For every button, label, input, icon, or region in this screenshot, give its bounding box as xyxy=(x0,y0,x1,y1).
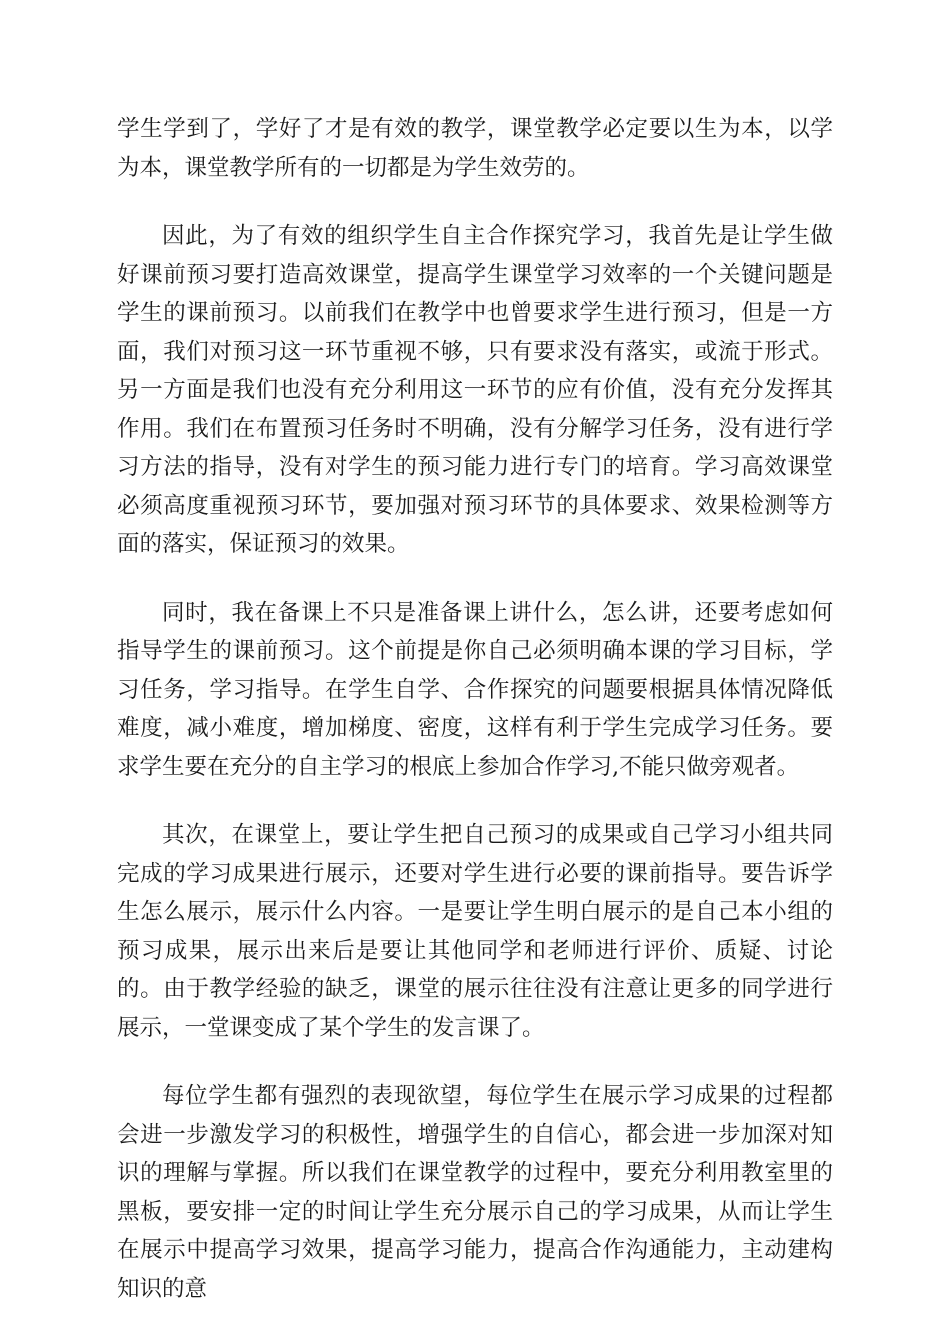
document-body xyxy=(117,110,833,1338)
paragraph: 其次，在课堂上，要让学生把自己预习的成果或自己学习小组共同完成的学习成果进行展示，还要对学生进行必要的课前指导。要告诉学生怎么展示，展示什么内容。一是要让学生明白展示的是自己本小组的预习成果，展示出来后是要让其他同学和老师进行评价、质疑、讨论的。由于教学经验的缺乏，课堂的展示往往没有注意让更多的同学进行展示，一堂课变成了某个学生的发言课了。 xyxy=(117,822,833,1041)
paragraph-continued: 学生学到了，学好了才是有效的教学，课堂教学必定要以生为本，以学为本，课堂教学所有的一切都是为学生效劳的。 xyxy=(117,116,833,181)
paragraph: 同时，我在备课上不只是准备课上讲什么，怎么讲，还要考虑如何指导学生的课前预习。这个前提是你自己必须明确本课的学习目标，学习任务，学习指导。在学生自学、合作探究的问题要根据具体情况降低难度，减小难度，增加梯度、密度，这样有利于学生完成学习任务。要求学生要在充分的自主学习的根底上参加合作学习,不能只做旁观者。 xyxy=(117,599,833,780)
paragraph: 因此，为了有效的组织学生自主合作探究学习，我首先是让学生做好课前预习要打造高效课堂，提高学生课堂学习效率的一个关键问题是学生的课前预习。以前我们在教学中也曾要求学生进行预习，但是一方面，我们对预习这一环节重视不够，只有要求没有落实，或流于形式。另一方面是我们也没有充分利用这一环节的应有价值，没有充分发挥其作用。我们在布置预习任务时不明确，没有分解学习任务，没有进行学习方法的指导，没有对学生的预习能力进行专门的培育。学习高效课堂必须高度重视预习环节，要加强对预习环节的具体要求、效果检测等方面的落实，保证预习的效果。 xyxy=(117,223,833,557)
paragraph: 每位学生都有强烈的表现欲望，每位学生在展示学习成果的过程都会进一步激发学习的积极性，增强学生的自信心，都会进一步加深对知识的理解与掌握。所以我们在课堂教学的过程中，要充分利用教室里的黑板，要安排一定的时间让学生充分展示自己的学习成果，从而让学生在展示中提高学习效果，提高学习能力，提高合作沟通能力，主动建构知识的意 xyxy=(117,1083,833,1302)
